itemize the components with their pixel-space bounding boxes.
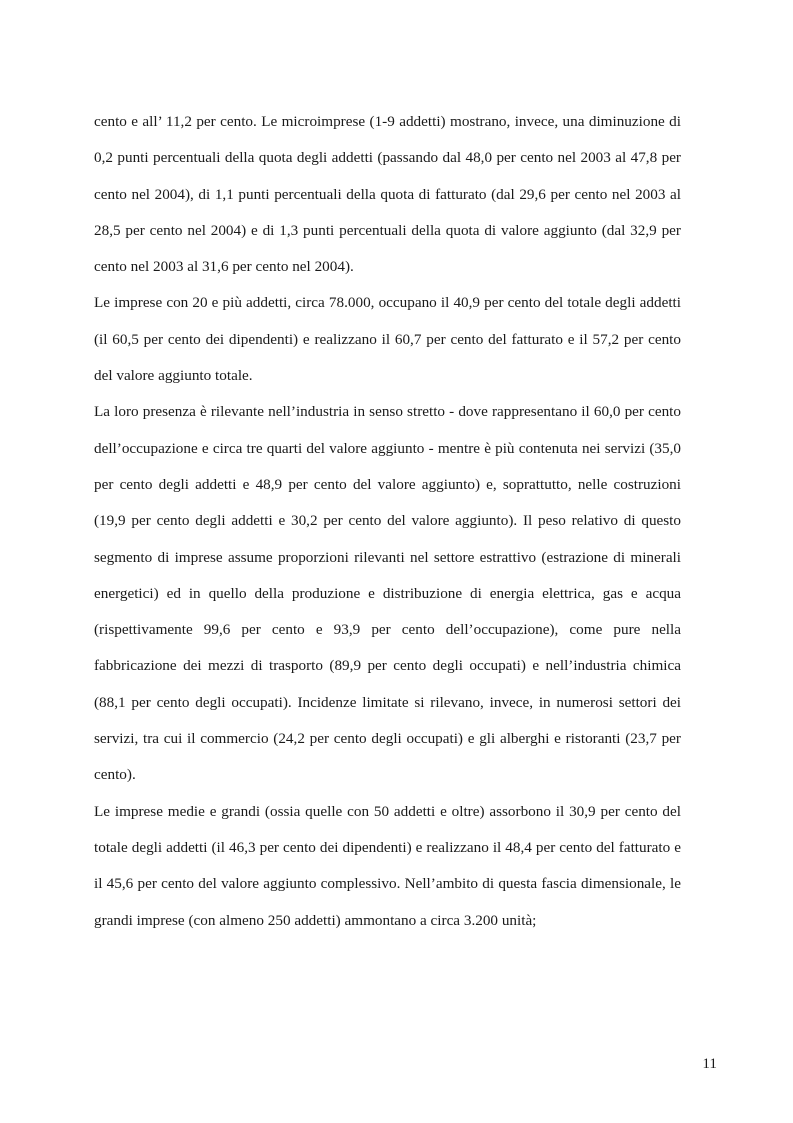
paragraph-presenza-settori: La loro presenza è rilevante nell’industria in senso stretto - dove rappresentano il 60,0 per cento dell’occupazione e circa tre quarti del valore aggiunto - mentre è più contenuta nei servizi (35,0 per cento degli addetti e 48,9 per cento del valore aggiunto) e, soprattutto, nelle costruzioni (19,9 per cento degli addetti e 30,2 per cento del valore aggiunto). Il peso relativo di questo segmento di imprese assume proporzioni rilevanti nel settore estrattivo (estrazione di minerali energetici) ed in quello della produzione e distribuzione di energia elettrica, gas e acqua (rispettivamente 99,6 per cento e 93,9 per cento dell’occupazione), come pure nella fabbricazione dei mezzi di trasporto (89,9 per cento degli occupati) e nell’industria chimica (88,1 per cento degli occupati). Incidenze limitate si rilevano, invece, in numerosi settori dei servizi, tra cui il commercio (24,2 per cento degli occupati) e gli alberghi e ristoranti (23,7 per cento). xyxy=(94,403,681,784)
paragraph-imprese-20-addetti: Le imprese con 20 e più addetti, circa 78.000, occupano il 40,9 per cento del totale degli addetti (il 60,5 per cento dei dipendenti) e realizzano il 60,7 per cento del fatturato e il 57,2 per cento del valore aggiunto totale. xyxy=(94,294,681,385)
body-text xyxy=(94,104,681,939)
paragraph-imprese-medie-grandi: Le imprese medie e grandi (ossia quelle con 50 addetti e oltre) assorbono il 30,9 per cento del totale degli addetti (il 46,3 per cento dei dipendenti) e realizzano il 48,4 per cento del fatturato e il 45,6 per cento del valore aggiunto complessivo. Nell’ambito di questa fascia dimensionale, le grandi imprese (con almeno 250 addetti) ammontano a circa 3.200 unità; xyxy=(94,802,681,929)
paragraph-microimprese: cento e all’ 11,2 per cento. Le microimprese (1-9 addetti) mostrano, invece, una diminuzione di 0,2 punti percentuali della quota degli addetti (passando dal 48,0 per cento nel 2003 al 47,8 per cento nel 2004), di 1,1 punti percentuali della quota di fatturato (dal 29,6 per cento nel 2003 al 28,5 per cento nel 2004) e di 1,3 punti percentuali della quota di valore aggiunto (dal 32,9 per cento nel 2003 al 31,6 per cento nel 2004). xyxy=(94,113,681,276)
page-number: 11 xyxy=(702,1055,717,1072)
